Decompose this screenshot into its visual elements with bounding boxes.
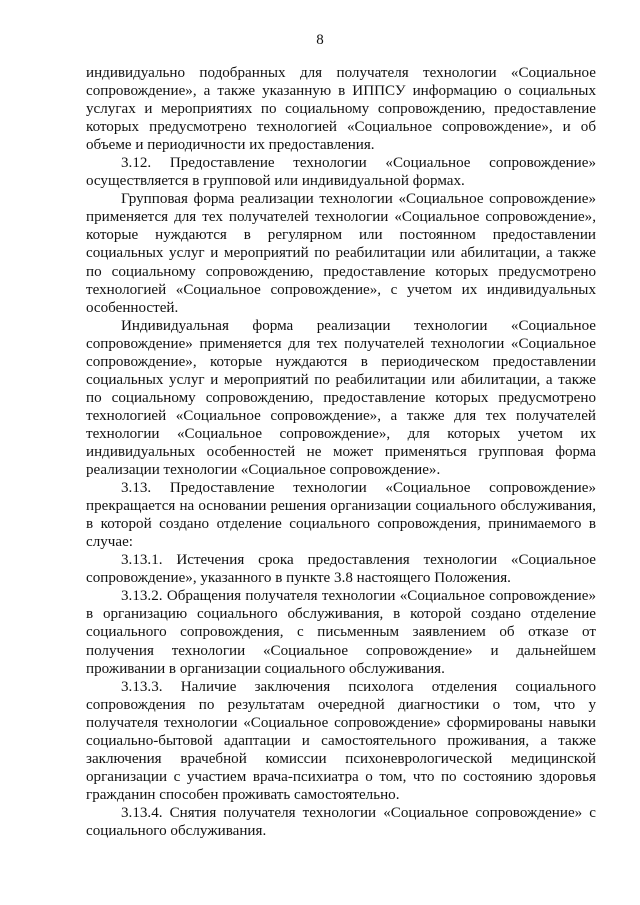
paragraph-3-11-continuation: индивидуально подобранных для получателя технологии «Социальное сопровождение», а также указанную в ИППСУ информацию о социальных услугах и мероприятиях по социальному сопровождению, предоставление которых предусмотрено технологией «Социальное сопровождение», и об объеме и периодичности их предоставления. — [86, 65, 596, 154]
paragraph-3-13-2: 3.13.2. Обращения получателя технологии «Социальное сопровождение» в организацию социального обслуживания, в которой создано отделение социального сопровождения, с письменным заявлением об отказе от получения технологии «Социальное сопровождение» и дальнейшем проживании в организации социального обслуживания. — [86, 588, 596, 677]
paragraph-3-13: 3.13. Предоставление технологии «Социальное сопровождение» прекращается на основании решения организации социального обслуживания, в которой создано отделение социального сопровождения, принимаемого в случае: — [86, 480, 596, 551]
paragraph-individual-form: Индивидуальная форма реализации технологии «Социальное сопровождение» применяется для тех получателей технологии «Социальное сопровождение», которые нуждаются в периодическом предоставлении социальных услуг и мероприятий по реабилитации или абилитации, а также по социальному сопровождению, предоставление которых предусмотрено технологией «Социальное сопровождение», а также для тех получателей технологии «Социальное сопровождение», для которых учетом их индивидуальных особенностей не может применяться групповая форма реализации технологии «Социальное сопровождение». — [86, 317, 596, 479]
paragraph-3-13-4: 3.13.4. Снятия получателя технологии «Социальное сопровождение» с социального обслуживания. — [86, 804, 596, 839]
paragraph-group-form: Групповая форма реализации технологии «Социальное сопровождение» применяется для тех получателей технологии «Социальное сопровождение», которые нуждаются в регулярном или постоянном предоставлении социальных услуг и мероприятий по реабилитации или абилитации, а также по социальному сопровождению, предоставление которых предусмотрено технологией «Социальное сопровождение», с учетом их индивидуальных особенностей. — [86, 191, 596, 316]
paragraph-3-13-3: 3.13.3. Наличие заключения психолога отделения социального сопровождения по результатам очередной диагностики о том, что у получателя технологии «Социальное сопровождение» сформированы навыки социально-бытовой адаптации и самостоятельного проживания, а также заключения врачебной комиссии психоневрологической медицинской организации с участием врача-психиатра о том, что по состоянию здоровья гражданин способен проживать самостоятельно. — [86, 678, 596, 803]
document-body — [86, 64, 596, 840]
paragraph-3-13-1: 3.13.1. Истечения срока предоставления технологии «Социальное сопровождение», указанного в пункте 3.8 настоящего Положения. — [86, 552, 596, 587]
paragraph-3-12: 3.12. Предоставление технологии «Социальное сопровождение» осуществляется в групповой или индивидуальной формах. — [86, 155, 596, 190]
page-number: 8 — [316, 32, 324, 48]
